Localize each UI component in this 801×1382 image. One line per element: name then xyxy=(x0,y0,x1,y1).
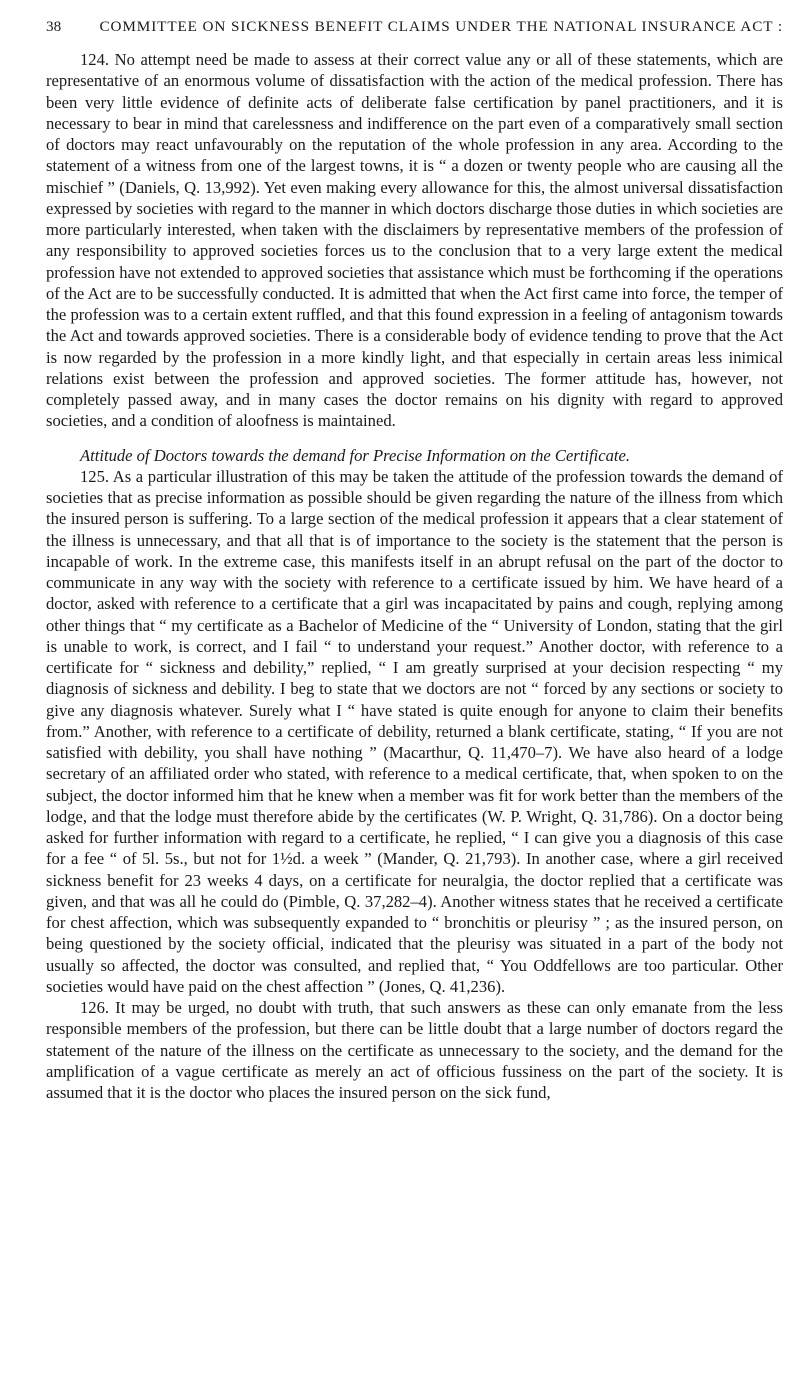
running-head xyxy=(46,18,783,36)
section-heading: Attitude of Doctors towards the demand for Precise Information on the Certificate. xyxy=(80,445,630,465)
paragraph-126: 126. It may be urged, no doubt with truth, that such answers as these can only emanate from the less responsible members of the profession, but there can be little doubt that a large number of doctors regard the statement of the nature of the illness on the certificate as unnecessary to the society, and the demand for the amplification of a vague certificate as merely an act of officious fussiness on the part of the society. It is assumed that it is the doctor who places the insured person on the sick fund, xyxy=(46,998,783,1102)
page-number: 38 xyxy=(46,18,62,35)
running-head-title: COMMITTEE ON SICKNESS BENEFIT CLAIMS UNDER THE NATIONAL INSURANCE ACT : xyxy=(99,18,783,35)
paragraph-124: 124. No attempt need be made to assess at their correct value any or all of these statements, which are representative of an enormous volume of dissatisfaction with the action of the medical profession. There has been very little evidence of definite acts of deliberate false certification by panel practitioners, and it is necessary to bear in mind that carelessness and indifference on the part even of a comparatively small section of doctors may react unfavourably on the reputation of the whole profession in any area. According to the statement of a witness from one of the largest towns, it is “ a dozen or twenty people who are causing all the mischief ” (Daniels, Q. 13,992). Yet even making every allowance for this, the almost universal dissatisfaction expressed by societies with regard to the manner in which doctors discharge those duties in which societies are more particularly interested, when taken with the disclaimers by representative members of the profession of any responsibility to approved societies forces us to the conclusion that to a very large extent the medical profession have not extended to approved societies that assistance which must be forthcoming if the operations of the Act are to be successfully conducted. It is admitted that when the Act first came into force, the temper of the profession was to a certain extent ruffled, and that this found expression in a feeling of antagonism towards the Act and towards approved societies. There is a considerable body of evidence tending to prove that the Act is now regarded by the profession in a more kindly light, and that especially in certain areas less inimical relations exist between the profession and approved societies. The former attitude has, however, not completely passed away, and in many cases the doctor remains on his dignity with regard to approved societies, and a condition of aloofness is maintained. xyxy=(46,50,783,431)
paragraph-125: 125. As a particular illustration of this may be taken the attitude of the profession towards the demand of societies that as precise information as possible should be given regarding the nature of the illness from which the insured person is suffering. To a large section of the medical profession it appears that a clear statement of the illness is unnecessary, and that all that is of importance to the society is the statement that the person is incapable of work. In the extreme case, this manifests itself in an abrupt refusal on the part of the doctor to communicate in any way with the society with reference to a certificate issued by him. We have heard of a doctor, asked with reference to a certificate that a girl was incapacitated by pains and cough, replying among other things that “ my certificate as a Bachelor of Medicine of the “ University of London, stating that the girl is unable to work, is correct, and I fail “ to understand your request.” Another doctor, with reference to a certificate for “ sickness and debility,” replied, “ I am greatly surprised at your decision respecting “ my diagnosis of sickness and debility. I beg to state that we doctors are not “ forced by any sections or society to give any diagnosis whatever. Surely what I “ have stated is quite enough for anyone to claim their benefits from.” Another, with reference to a certificate of debility, returned a blank certificate, stating, “ If you are not satisfied with debility, you shall have nothing ” (Macarthur, Q. 11,470–7). We have also heard of a lodge secretary of an affiliated order who stated, with reference to a medical certificate, that, when spoken to on the subject, the doctor informed him that he knew when a member was fit for work better than the members of the lodge, and that the lodge must therefore abide by the certificates (W. P. Wright, Q. 31,786). On a doctor being asked for further information with regard to a certificate, he replied, “ I can give you a diagnosis of this case for a fee “ of 5l. 5s., but not for 1½d. a week ” (Mander, Q. 21,793). In another case, where a girl received sickness benefit for 23 weeks 4 days, on a certificate for neuralgia, the doctor replied that a certificate was given, and that was all he could do (Pimble, Q. 37,282–4). Another witness states that he received a certificate for chest affection, which was subsequently expanded to “ bronchitis or pleurisy ” ; as the insured person, on being questioned by the society official, indicated that the pleurisy was situated in a part of the body not usually so affected, the doctor was consulted, and replied that, “ You Oddfellows are too particular. Other societies would have paid on the chest affection ” (Jones, Q. 41,236). xyxy=(46,466,783,996)
